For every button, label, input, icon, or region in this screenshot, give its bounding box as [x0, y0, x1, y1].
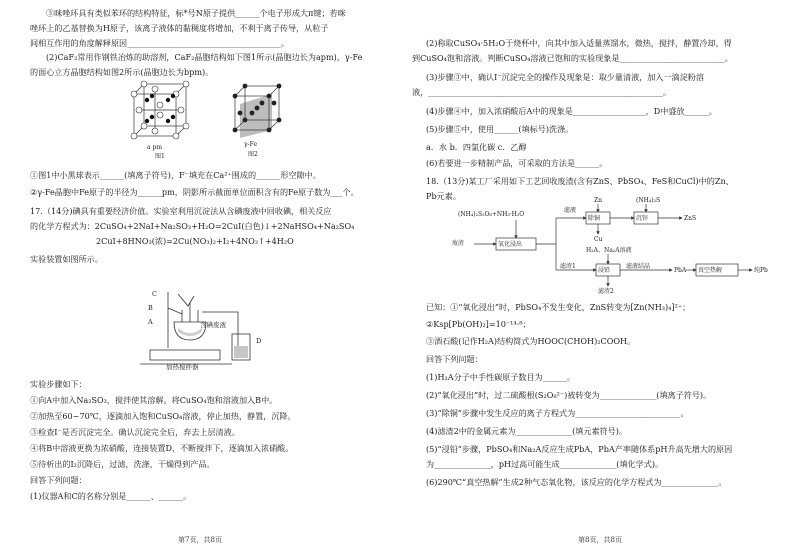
text-line: 的化学方程式为：2CuSO₄+2NaI+Na₂SO₃+H₂O=2CuI(白色)↓+2NaHSO₄+Na₂SO₄	[30, 221, 355, 231]
label-stirrer: 加热搅拌器	[166, 363, 199, 371]
text-line: (2)“氧化浸出”时，过二硫酸根(S₂O₈²⁻)被转变为______________(填离子符号)。	[426, 390, 712, 400]
text-line: ②Ksp[Pb(OH)₂]=10⁻¹⁴·⁸；	[426, 319, 531, 329]
flow-reagent: (NH₄)₂S₂O₈+NH₃·H₂O	[458, 211, 525, 218]
text-line: 液，__________________________________________________________。	[412, 87, 672, 97]
page-right	[400, 0, 800, 551]
flow-s-reagent: (NH₄)₂S	[636, 197, 661, 204]
text-line: 唑环上的乙基替换为H原子，该离子液体的黏稠度将增加，不利于离子传导，从粒子	[30, 23, 329, 33]
label-c: C	[152, 290, 157, 298]
text-line: (1)H₂A分子中手性碳原子数目为______。	[426, 372, 576, 382]
flow-residue1: 滤渣1	[560, 263, 576, 270]
label-b: B	[148, 304, 153, 312]
text-line: 到CuSO₄饱和溶液。判断CuSO₄溶液已饱和的实验现象是__________________________。	[412, 53, 733, 63]
text-line: ①图1中小黑球表示______(填离子符号)，F⁻填充在Ca²⁺围成的______形空隙中。	[30, 170, 321, 180]
label-waste: 含碘废液	[200, 321, 226, 329]
flow-pbleach: 浸铅	[598, 267, 611, 274]
text-line: (1)仪器A和C的名称分别是______、______。	[30, 491, 192, 501]
label-a: A	[148, 318, 153, 326]
text-line: ⑤待析出的I₂沉降后，过滤，洗涤，干燥得到产品。	[30, 459, 215, 469]
text-line: ③酒石酸(记作H₂A)结构简式为HOOC(CHOH)₂COOH。	[426, 336, 636, 346]
text-line: (2)称取CuSO₄·5H₂O于烧杯中，向其中加入适量蒸馏水，微热，搅拌，静置冷却，得	[426, 38, 732, 48]
text-line: 回答下列问题：	[426, 354, 483, 364]
flow-cryst: 滤液结晶	[626, 263, 651, 270]
text-line: Pb元素。	[426, 191, 461, 201]
text-line: ②加热至60~70℃，逐滴加入饱和CuSO₄溶液，停止加热，静置，沉降。	[30, 411, 296, 421]
text-line: 18.（13分)某工厂采用如下工艺回收废渣(含有ZnS、PbSO₄、FeS和CuCl)中的Zn、	[426, 176, 734, 186]
text-line: ③咪唑环具有类似苯环的结构特征，标*号N原子提供______个电子形成大π键；若咪	[46, 8, 346, 18]
flow-feed: 废渣	[452, 240, 465, 247]
text-line: (3)“除铜”步骤中发生反应的离子方程式为__________________________。	[426, 408, 689, 418]
text-line: 17.（14分)碘具有重要经济价值。实验室利用沉淀法从含碘废液中回收碘，相关反应	[30, 206, 332, 216]
text-line: (3)步骤③中，确认I⁻沉淀完全的操作及现象是：取少量清液，加入一滴淀粉溶	[426, 72, 704, 82]
text-line: (5)“浸铅”步骤，PbSO₄和Na₂A反应生成PbA，PbA产率随体系pH升高先增大的原因	[426, 444, 733, 454]
text-line: (4)滤渣2中的金属元素为______________(填元素符号)。	[426, 426, 627, 436]
text-line: (6)290℃“真空热解”生成2种气态氧化物，该反应的化学方程式为______________。	[426, 477, 727, 487]
flow-filtrate: 滤液	[564, 207, 577, 214]
text-line: 已知：①“氧化浸出”时，PbSO₄不发生变化，ZnS转变为[Zn(NH₃)₄]²⁺；	[426, 302, 691, 312]
text-line: (5)步骤⑤中，使用______(填标号)洗涤。	[426, 124, 574, 134]
flow-vacuum: 真空热解	[698, 267, 723, 274]
flow-cu: Cu	[594, 236, 603, 243]
flow-residue2: 滤渣2	[598, 288, 614, 295]
text-line: a．水 b．四氯化碳 c．乙醇	[426, 142, 527, 152]
text-line: ③检查I⁻是否沉淀完全。确认沉淀完全后，弃去上层清液。	[30, 427, 240, 437]
fig1-caption: 图1	[155, 153, 165, 160]
text-line: ①向A中加入Na₂SO₃，搅拌使其溶解。将CuSO₄饱和溶液加入B中。	[30, 395, 278, 405]
flow-pure: 纯Pb	[754, 267, 768, 274]
fig2-label: γ-Fe	[244, 141, 257, 148]
flow-h2a: H₂A、Na₂A溶液	[586, 247, 632, 254]
text-line: ④将B中溶液更换为浓硝酸，连接装置D，不断搅拌下，逐滴加入浓硝酸。	[30, 443, 294, 453]
text-line: (2)CaF₂常用作钢铁冶炼的助溶剂，CaF₂晶胞结构如下图1所示(晶胞边长为apm)，γ-Fe	[46, 52, 363, 62]
text-line: 的面心立方晶胞结构如图2所示(晶胞边长为bpm)。	[30, 67, 214, 77]
flow-zns: ZnS	[684, 215, 697, 222]
text-line: 间相互作用的角度解释原因______________________________________。	[30, 38, 290, 48]
text-line: 为______________，pH过高可能生成______________(填化学式)。	[426, 459, 664, 469]
text-line: 2CuI+8HNO₃(浓)=2Cu(NO₃)₂+I₂+4NO₂↑+4H₂O	[96, 236, 294, 246]
text-line: (4)步骤④中，加入浓硝酸后A中的现象是__________________，D中盛放______。	[426, 106, 717, 116]
page-footer: 第7页，共8页	[178, 536, 222, 544]
fig1-caf2-cell	[130, 80, 192, 142]
flow-precip: 沉锌	[636, 215, 649, 222]
flow-zn: Zn	[594, 197, 603, 204]
fig2-caption: 图2	[248, 151, 258, 158]
text-line: 实验装置如图所示。	[30, 254, 103, 264]
text-line: ②γ-Fe晶胞中Fe原子的半径为______pm，阴影所示截面单位面积含有的Fe原子数为___个。	[30, 187, 359, 197]
text-line: (6)若要进一步精制产品，可采取的方法是______。	[426, 158, 608, 168]
text-line: 回答下列问题：	[30, 475, 87, 485]
flow-pba: PbA	[674, 267, 687, 274]
page-footer: 第8页，共8页	[578, 536, 622, 544]
label-d: D	[256, 337, 262, 345]
flow-decu: 除铜	[588, 215, 601, 222]
fig1-axis-label: a pm	[147, 144, 163, 151]
fig2-fe-cell	[232, 82, 284, 140]
text-line: 实验步骤如下：	[30, 379, 87, 389]
flow-leach: 氧化浸出	[498, 241, 523, 248]
